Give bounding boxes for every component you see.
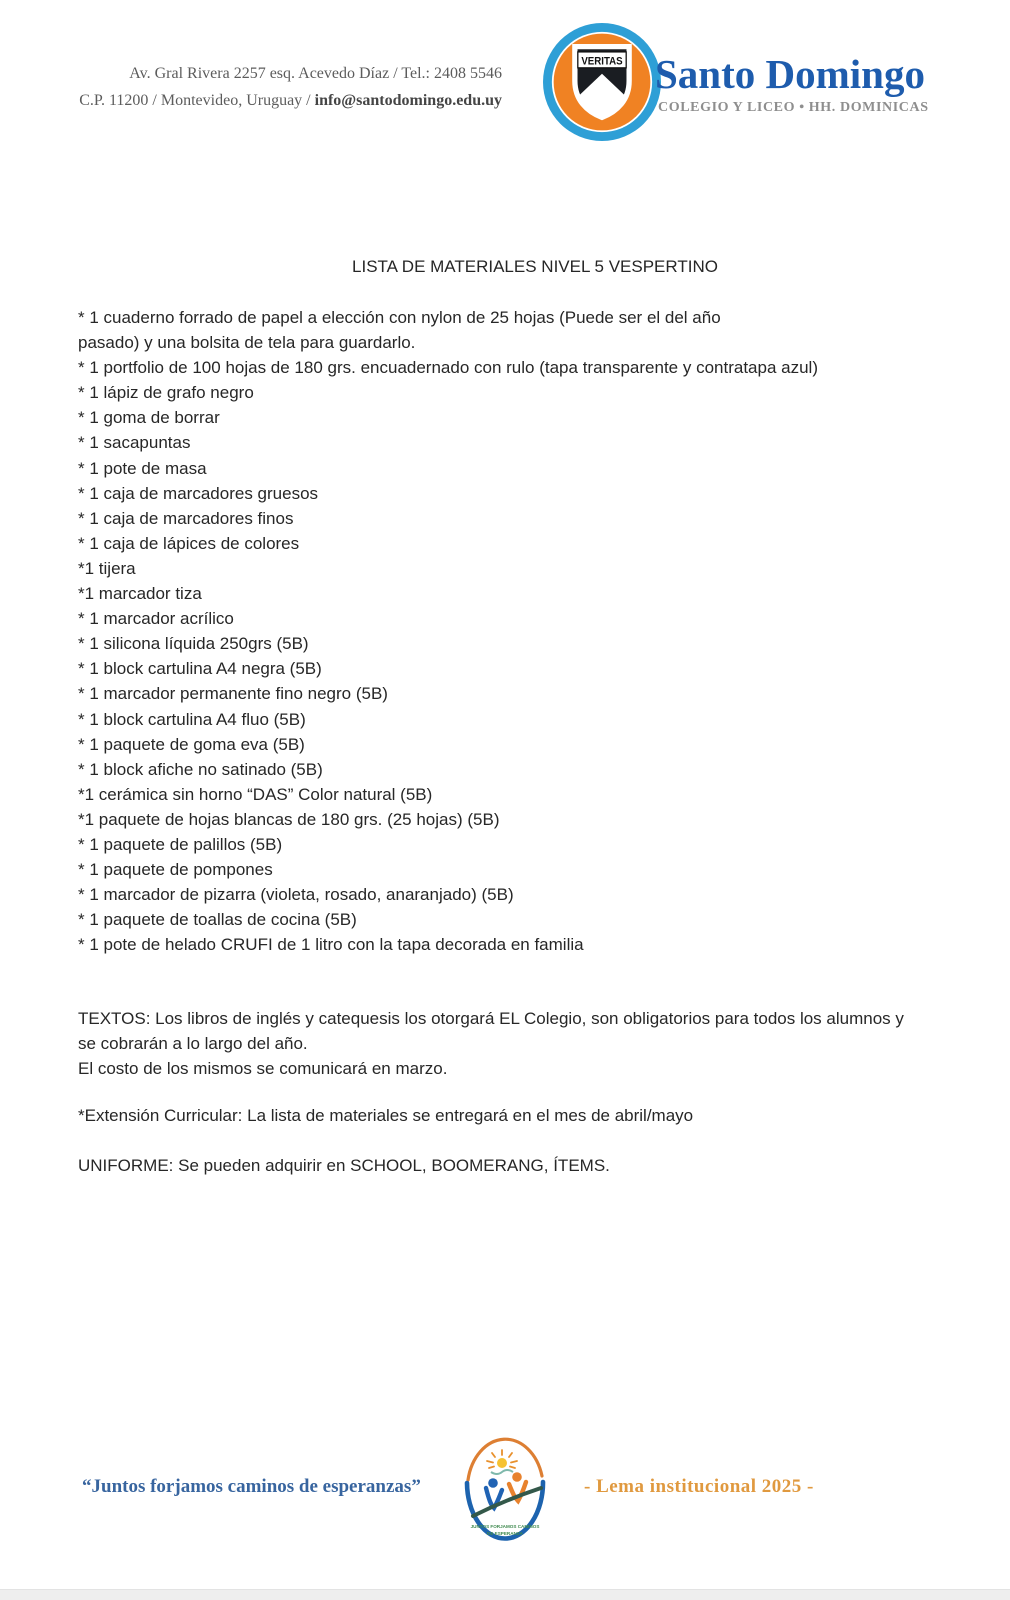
material-line: * 1 caja de lápices de colores — [78, 533, 300, 553]
material-line: * 1 marcador de pizarra (violeta, rosado, anaranjado) (5B) — [78, 885, 514, 905]
lema-institucional-text: - Lema institucional 2025 - — [584, 1476, 814, 1497]
footer-quote: “Juntos forjamos caminos de esperanzas” — [82, 1476, 421, 1497]
lema-institucional-logo-icon — [455, 1426, 555, 1561]
sun-people-swirl-icon — [455, 1426, 555, 1561]
material-line: * 1 silicona líquida 250grs (5B) — [78, 634, 309, 654]
material-line: *1 marcador tiza — [78, 584, 202, 604]
textos-note — [78, 1006, 1008, 1081]
material-line: * 1 paquete de palillos (5B) — [78, 834, 283, 854]
header-address — [20, 60, 502, 114]
address-line-2-text: C.P. 11200 / Montevideo, Uruguay / — [79, 92, 315, 109]
address-line-2 — [20, 87, 502, 114]
material-line: * 1 caja de marcadores gruesos — [78, 483, 319, 503]
textos-line-1: TEXTOS: Los libros de inglés y catequesis los otorgará EL Colegio, son obligatorios para todos los alumnos y — [78, 1009, 904, 1028]
material-line: * 1 paquete de goma eva (5B) — [78, 734, 305, 754]
logo-caption-line-1: JUNTOS FORJAMOS CAMINOS — [470, 1524, 540, 1529]
material-line: * 1 block cartulina A4 negra (5B) — [78, 659, 322, 679]
material-line: *1 tijera — [78, 558, 136, 578]
document-title: LISTA DE MATERIALES NIVEL 5 VESPERTINO — [352, 257, 718, 276]
uniforme-note: UNIFORME: Se pueden adquirir en SCHOOL, BOOMERANG, ÍTEMS. — [78, 1156, 610, 1175]
textos-line-3: El costo de los mismos se comunicará en marzo. — [78, 1059, 448, 1079]
material-line: * 1 sacapuntas — [78, 433, 191, 453]
material-line: * 1 marcador permanente fino negro (5B) — [78, 684, 388, 704]
page-bottom-edge — [0, 1589, 1010, 1600]
material-line: * 1 block afiche no satinado (5B) — [78, 759, 323, 779]
material-line: * 1 caja de marcadores finos — [78, 508, 294, 528]
materials-list — [78, 305, 818, 957]
school-crest-icon — [543, 23, 661, 141]
material-line: * 1 pote de masa — [78, 458, 207, 478]
material-line: * 1 lápiz de grafo negro — [78, 383, 254, 403]
material-line: *1 paquete de hojas blancas de 180 grs. (25 hojas) (5B) — [78, 809, 500, 829]
material-line: * 1 goma de borrar — [78, 408, 220, 428]
textos-line-2: se cobrarán a lo largo del año. — [78, 1034, 308, 1054]
shield-motto-text: VERITAS — [581, 55, 624, 68]
material-line: * 1 paquete de toallas de cocina (5B) — [78, 910, 357, 930]
logo-caption-line-2: DE ESPERANZA — [487, 1531, 523, 1536]
school-subtitle: COLEGIO Y LICEO • HH. DOMINICAS — [658, 100, 929, 115]
material-line: *1 cerámica sin horno “DAS” Color natural (5B) — [78, 784, 433, 804]
material-line: * 1 pote de helado CRUFI de 1 litro con la tapa decorada en familia — [78, 935, 584, 955]
address-email: info@santodomingo.edu.uy — [314, 92, 502, 109]
material-line: * 1 portfolio de 100 hojas de 180 grs. encuadernado con rulo (tapa transparente y contratapa azul) — [78, 358, 818, 378]
material-line: * 1 block cartulina A4 fluo (5B) — [78, 709, 306, 729]
material-line: * 1 paquete de pompones — [78, 860, 273, 880]
address-line-1: Av. Gral Rivera 2257 esq. Acevedo Díaz / Tel.: 2408 5546 — [129, 65, 502, 82]
material-line: * 1 marcador acrílico — [78, 609, 234, 629]
extension-curricular-note: *Extensión Curricular: La lista de materiales se entregará en el mes de abril/mayo — [78, 1106, 694, 1125]
veritas-shield-icon — [543, 23, 661, 141]
material-line: * 1 cuaderno forrado de papel a elección con nylon de 25 hojas (Puede ser el del año — [78, 308, 721, 327]
material-line: pasado) y una bolsita de tela para guardarlo. — [78, 333, 416, 353]
school-name: Santo Domingo — [655, 51, 925, 97]
